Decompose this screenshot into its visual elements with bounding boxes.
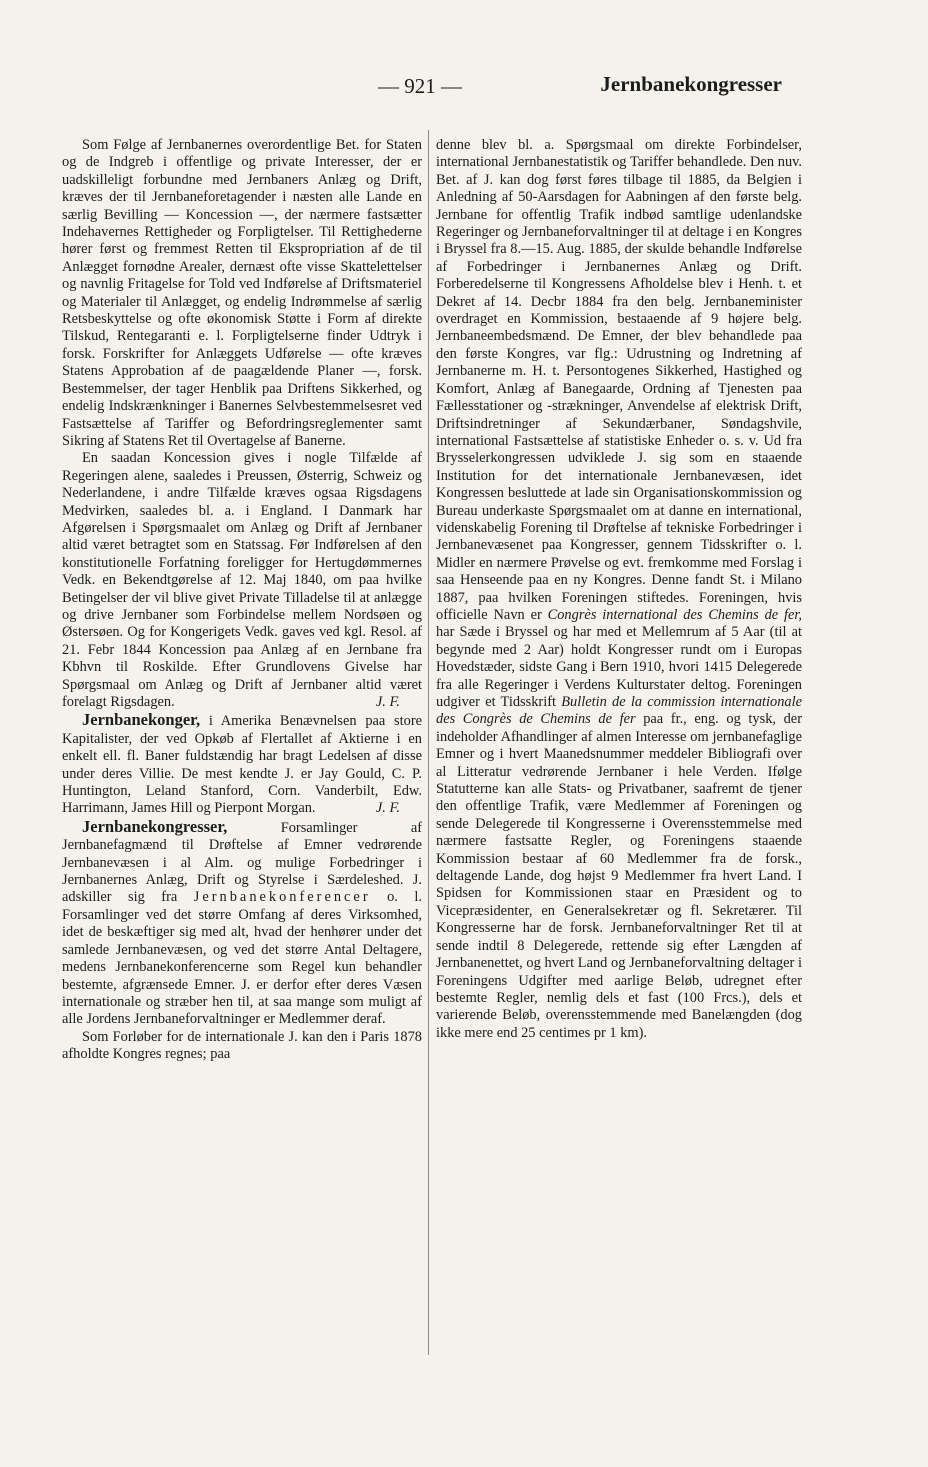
paragraph-text-3: paa fr., eng. og tysk, der indeholder Afhandlinger af almen Interesse om jernbanefaglige Emner og i hvert Maanedsnummer meddeler Bibliografi over al Litteratur vedrørende Jernbaner i hele Verden. Ifølge Statutterne kan alle Stats- og Privatbaner, saafremt de tjener den offentlige Trafik, være Medlemmer af Foreningen og sende Delegerede til Kongresserne i Overensstemmelse med nærmere fastsatte Regler, og Foreningens staaende Kommission bestaar af 60 Medlemmer fra de forsk., deltagende Lande, dog højst 9 Medlemmer fra hvert Land. I Spidsen for Kommissionen staar en Præsident og to Vicepræsidenter, en Generalsekretær og fl. Sekretærer. Til Kongresserne har de forsk. Jernbaneforvaltninger Ret til at sende indtil 8 Delegerede, rettende sig efter Længden af Jernbanenettet, og hvert Land og Jernbaneforvaltning deltager i Foreningens Udgifter med aarlige Beløb, udregnet efter bestemte Regler, nemlig dels et fast (100 Frcs.), dels et varierende Beløb, overensstemmende med Banelængden (dog ikke mere end 25 centimes pr 1 km). [436, 711, 802, 1041]
column-divider [428, 130, 429, 1355]
page-number: — 921 — [378, 74, 462, 98]
entry-text-continued: o. l. Forsamlinger ved det større Omfang af deres Virksomhed, idet de beskæftiger sig med alt, hvad der henhører under det samlede Jernbanevæsen, og ved det større Antal Deltagere, medens Jernbanekonferencerne som Regel kun behandler bestemte, afgrænsede Emner. J. er derfor efter deres Væsen internationale og stræber hen til, at saa mange som muligt af alle Jordens Jernbaneforvaltninger er Medlemmer deraf. [62, 889, 422, 1028]
author-signature: J. F. [375, 694, 400, 710]
continued-paragraph [436, 137, 802, 1042]
association-name: Congrès international des Chemins de fer, [547, 606, 802, 623]
forloeber-paragraph: Som Forløber for de internationale J. kan den i Paris 1878 afholdte Kongres regnes; paa [62, 1028, 422, 1063]
koncession-paragraph-2 [62, 450, 422, 711]
left-column [62, 137, 422, 1357]
paragraph-text: En saadan Koncession gives i nogle Tilfælde af Regeringen alene, saaledes i Preussen, Østerrig, Schweiz og Nederlandene, i andre Tilfælde kræves ogsaa Rigsdagens Medvirken, saaledes bl. a. i England. I Danmark har Afgørelsen i Spørgsmaalet om Anlæg og Drift af Jernbaner altid været betragtet som en Statssag. Før Indførelsen af den konstitutionelle Forfatning foreligger for Hertugdømmernes Vedk. en Bekendtgørelse af 12. Maj 1840, om paa hvilke Betingelser der vil blive givet Private Tilladelse til at anlægge og drive Jernbaner som Forbindelse mellem Nordsøen og Østersøen. Og for Kongerigets Vedk. gaves ved kgl. Resol. af 21. Febr 1844 Koncession paa Anlæg af en Jernbane fra Kbhvn til Roskilde. Efter Grundlovens Givelse har Spørgsmaal om Anlæg og Drift af Jernbaner altid været forelagt Rigsdagen. [62, 450, 422, 710]
entry-title: Jernbanekonger, [82, 710, 201, 730]
koncession-paragraph: Som Følge af Jernbanernes overordentlige Bet. for Staten og de Indgreb i offentlige og private Interesser, der er uadskilleligt forbundne med Jernbaners Anlæg og Drift, kræves der til Jernbaneforetagender i næsten alle Lande en særlig Bevilling — Koncession —, der nærmere fastsætter Indehavernes Rettigheder og Forpligtelser. Til Rettighederne hører først og fremmest Retten til Ekspropriation af de til Anlægget fornødne Arealer, dernæst ofte visse Skattelettelser og navnlig Fritagelse for Told ved Indførelse af Driftsmateriel og Materialer til Anlægget, og endelig Indrømmelse af særlig Retsbeskyttelse og ofte økonomisk Støtte i Form af direkte Tilskud, Rentegaranti e. l. Forpligtelserne finder Udtryk i forsk. Forskrifter for Anlæggets Udførelse — ofte kræves Statens Approbation af de paagældende Planer —, forsk. Bestemmelser, der tager Henblik paa Driftens Sikkerhed, og endelig Indskrænkninger i Banernes Selvbestemmelsesret ved Fastsættelse af Tariffer og Befordringsreglementer samt Sikring af Statens Ret til Overtagelse af Banerne. [62, 137, 422, 449]
journal-title: Bulletin de la commission internationale des Congrès de Chemins de fer [436, 694, 802, 728]
entry-text: Forsamlinger af Jernbanefagmænd til Drøftelse af Emner vedrørende Jernbanevæsen i al Alm. og mulige Forbedringer i Jernbanernes Anlæg, Drift og Styrelse i Særdeleshed. J. adskiller sig fra [62, 819, 422, 906]
right-column [436, 137, 802, 1357]
paragraph-text-2: har Sæde i Bryssel og har med et Mellemrum af 5 Aar (til at begynde med 2 Aar) holdt Kongresser rundt om i Europas Hovedstæder, sidste Gang i Bern 1910, hvori 1415 Delegerede fra alle Regeringer i Verdens Kulturstater deltog. Foreningen udgiver et Tidsskrift [436, 624, 802, 710]
running-head: Jernbanekongresser [600, 72, 782, 96]
page-header [58, 72, 782, 104]
spaced-term: Jernbanekonferencer [193, 889, 371, 906]
entry-text: i Amerika Benævnelsen paa store Kapitalister, der ved Opkøb af Flertallet af Aktierne i en enkelt ell. fl. Baner fuldstændig har bragt Ledelsen af disse under deres Villie. De mest kendte J. er Jay Gould, C. P. Huntington, Leland Stanford, Corn. Vanderbilt, Edw. Harrimann, James Hill og Pierpont Morgan. [62, 713, 422, 817]
paragraph-text: denne blev bl. a. Spørgsmaal om direkte Forbindelser, international Jernbanestatistik og Tariffer behandlede. Den nuv. Bet. af J. kan dog først føres tilbage til 1885, da Belgien i Anledning af 50-Aarsdagen for Aabningen af den første belg. Jernbane for offentlig Trafik indbød samtlige udenlandske Regeringer og Jernbaneforvaltninger til at deltage i en Kongres i Bryssel fra 8.—15. Aug. 1885, der skulde behandle Indførelse af Forbedringer i Jernbanernes Anlæg og Drift. Forberedelserne til Kongressens Afholdelse blev i Henh. t. et Dekret af 14. Decbr 1884 fra den belg. Jernbaneminister overdraget en Kommission, bestaaende af 9 højere belg. Jernbaneembedsmænd. De Emner, der blev behandlede paa den første Kongres, var flg.: Udrustning og Indretning af Jernbanerne m. H. t. Persontogenes Sikkerhed, Hastighed og Komfort, Anlæg af Banegaarde, Ordning af Tjenesten paa Fællesstationer og -strækninger, Anvendelse af elektrisk Drift, Driftsindretninger af Sekundærbaner, Søndagshvile, international Fastsættelse af statistiske Enheder o. s. v. Ud fra Brysselerkongressen udviklede J. sig som en staaende Institution for det internationale Jernbanevæsen, idet Kongressen besluttede at lade sin Organisationskommission og Bureau underkaste Spørgsmaalet om at danne en international, videnskabelig Forening til Drøftelse af tekniske Forbedringer i Jernbanevæsenet paa Kongresser, gennem Tidsskrifter o. l. Midler en nærmere Prøvelse og evt. fremkomme med Forslag i saa Henseende paa en ny Kongres. Denne fandt St. i Milano 1887, paa hvilken Foreningen stiftedes. Foreningen, hvis officielle Navn er [436, 137, 802, 623]
entry-jernbanekongresser [62, 818, 422, 1029]
entry-jernbanekonger [62, 711, 422, 817]
entry-title: Jernbanekongresser, [82, 816, 228, 836]
author-signature: J. F. [375, 800, 400, 817]
